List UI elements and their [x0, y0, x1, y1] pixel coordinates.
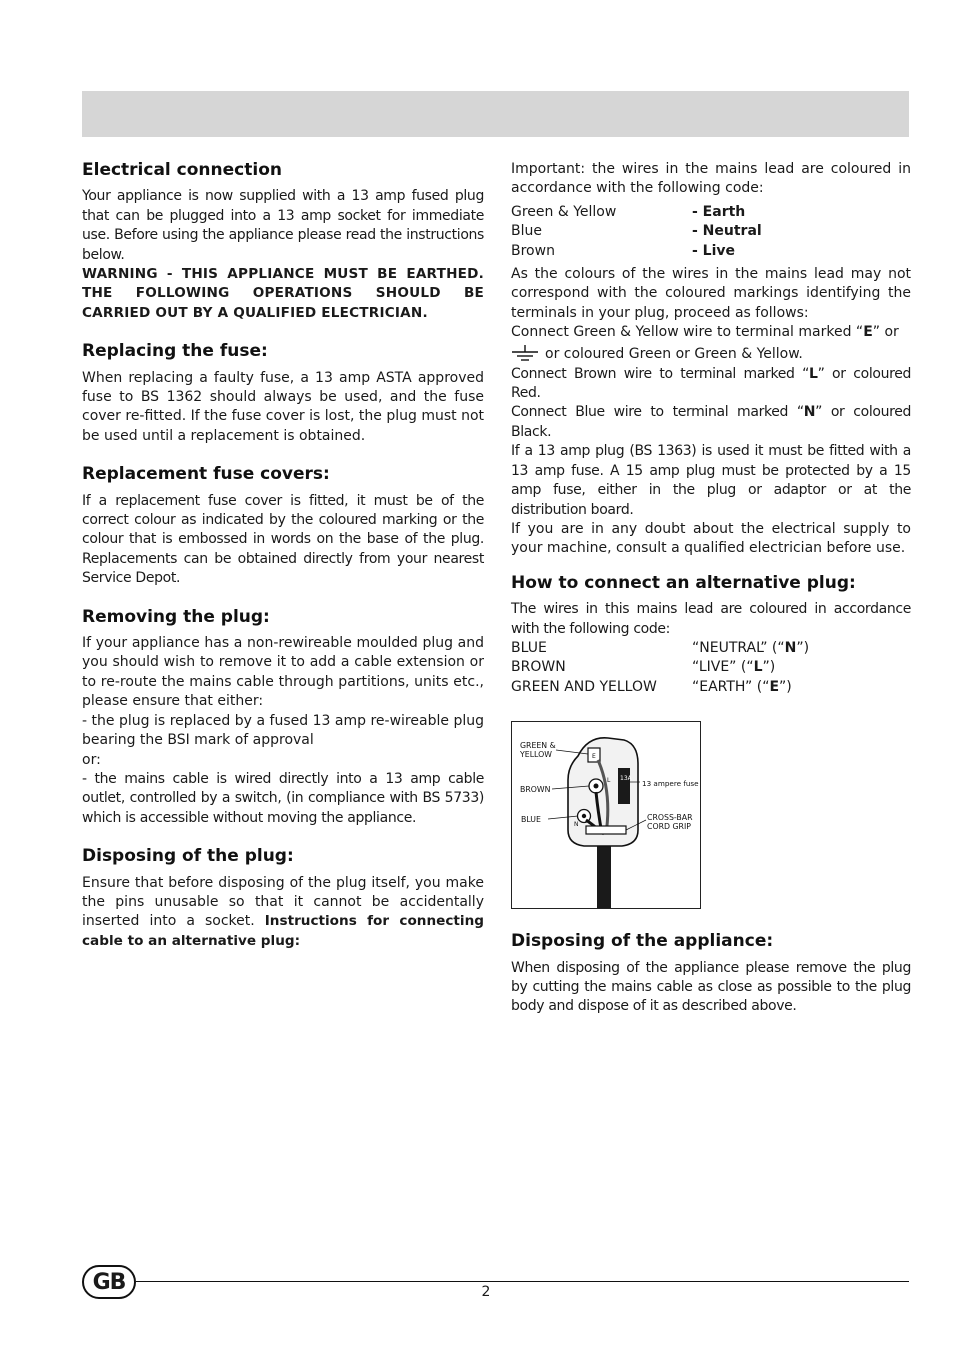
disposing-appliance-body: When disposing of the appliance please remove the plug by cutting the mains cable as close as possible to the plug body and dispose of it as described above. — [511, 959, 911, 1015]
wire-colour: Green & Yellow — [511, 203, 617, 220]
section-alternative-plug — [511, 573, 911, 697]
term-l-label: L — [607, 777, 611, 785]
wire-meaning: - Live — [692, 242, 736, 259]
earth-symbol-line — [511, 343, 911, 365]
alt-meaning-pre: “LIVE” (“ — [692, 659, 754, 676]
label-blue: BLUE — [521, 815, 541, 825]
removing-plug-body: If your appliance has a non-rewireable moulded plug and you should wish to remove it to add a cable extension or to re-route the mains cable through partitions, units etc., please ensure that either: — [82, 635, 484, 710]
connect-blue-text — [511, 403, 911, 442]
connect-green-pre: Connect Green & Yellow wire to terminal marked “ — [511, 324, 864, 341]
electrical-body: Your appliance is now supplied with a 13 amp fused plug that can be plugged into a 13 amp socket for immediate use. Before using the appliance please read the instructions below. — [82, 188, 484, 263]
removing-plug-or: or: — [82, 751, 101, 768]
connect-brown-text — [511, 365, 911, 404]
alt-meaning-letter: N — [784, 639, 797, 656]
connect-brown-post: ” or coloured Red. — [511, 365, 911, 402]
fuse-text: 13A — [620, 775, 632, 783]
connect-blue-post: ” or coloured Black. — [511, 404, 911, 440]
label-cord-grip: CORD GRIP — [647, 822, 691, 832]
alt-wire-colour: BROWN — [511, 659, 566, 676]
disposing-plug-text: Ensure that before disposing of the plug itself, you make the pins unusable so that it cannot be accidentally inserted into a socket. — [82, 874, 484, 930]
alt-meaning-letter: L — [753, 659, 763, 676]
right-column — [511, 160, 911, 1017]
in-doubt-text: If you are in any doubt about the electrical supply to your machine, consult a qualified electrician before use. — [511, 520, 911, 557]
alt-meaning-pre: “EARTH” (“ — [692, 678, 770, 695]
alt-code-row — [511, 639, 911, 658]
section-replacing-fuse — [82, 341, 484, 446]
as-colours-text: As the colours of the wires in the mains lead may not correspond with the coloured markings identifying the terminals in your plug, proceed as follows: — [511, 266, 911, 321]
alt-meaning-post: ”) — [762, 659, 776, 676]
plug-wiring-diagram — [511, 721, 701, 909]
label-brown: BROWN — [520, 785, 551, 795]
wire-meaning: - Neutral — [692, 223, 762, 240]
alt-wire-colour: BLUE — [511, 639, 547, 656]
heading-disposing-appliance: Disposing of the appliance: — [511, 931, 774, 952]
wire-code-row — [511, 242, 911, 261]
wire-colour: Blue — [511, 223, 542, 240]
wire-colour: Brown — [511, 242, 555, 259]
alt-wire-colour: GREEN AND YELLOW — [511, 678, 657, 695]
heading-fuse-covers: Replacement fuse covers: — [82, 464, 330, 485]
disposing-plug-body — [82, 874, 484, 952]
heading-electrical-connection: Electrical connection — [82, 160, 282, 180]
alt-code-row — [511, 678, 911, 697]
removing-plug-option2: - the mains cable is wired directly into a 13 amp cable outlet, controlled by a switch, (in compliance with BS 5733) which is accessible without moving the appliance. — [82, 770, 484, 826]
fuse-icon — [618, 768, 630, 804]
alt-meaning-post: ”) — [779, 678, 792, 695]
term-n-label: N — [574, 821, 579, 829]
important-note: Important: the wires in the mains lead are coloured in accordance with the following code: — [511, 161, 911, 197]
heading-removing-plug: Removing the plug: — [82, 606, 270, 627]
alt-code-table — [511, 639, 911, 697]
connect-brown-pre: Connect Brown wire to terminal marked “ — [511, 365, 809, 382]
alt-meaning-pre: “NEUTRAL” (“ — [692, 639, 785, 656]
header-bar — [82, 91, 909, 137]
plug-1363-text: If a 13 amp plug (BS 1363) is used it must be fitted with a 13 amp fuse. A 15 amp plug must be protected by a 15 amp fuse, either in the plug or adaptor or at the distribution board. — [511, 443, 911, 518]
terminal-letter-e: E — [863, 324, 873, 341]
removing-plug-option1: - the plug is replaced by a fused 13 amp re-wireable plug bearing the BSI mark of approval — [82, 712, 484, 749]
earth-icon — [511, 345, 539, 363]
section-electrical-connection — [82, 160, 484, 323]
left-column — [82, 160, 484, 969]
alt-wire-meaning — [692, 658, 775, 677]
section-disposing-plug — [82, 846, 484, 951]
connect-green-text — [511, 323, 911, 342]
connect-green-line2: or coloured Green or Green & Yellow. — [545, 345, 803, 362]
fuse-covers-body: If a replacement fuse cover is fitted, it must be of the correct colour as indicated by the coloured marking or the colour that is embossed in words on the base of the plug. Replacements can be obtained directly from your nearest Service Depot. — [82, 492, 484, 587]
term-e-label: E — [592, 753, 596, 761]
section-disposing-appliance — [511, 931, 911, 1017]
label-cross-bar: CROSS-BAR — [647, 813, 693, 823]
section-fuse-covers — [82, 464, 484, 588]
terminal-letter-n: N — [803, 404, 816, 421]
alt-code-row — [511, 658, 911, 677]
disposing-plug-bold-tail: Instructions for connecting cable to an alternative plug: — [82, 913, 484, 949]
terminal-letter-l: L — [809, 365, 818, 382]
alt-meaning-letter: E — [769, 678, 780, 695]
label-fuse: 13 ampere fuse — [642, 779, 699, 789]
earth-warning: WARNING - THIS APPLIANCE MUST BE EARTHED. THE FOLLOWING OPERATIONS SHOULD BE CARRIED OUT BY A QUALIFIED ELECTRICIAN. — [82, 266, 484, 321]
connect-blue-pre: Connect Blue wire to terminal marked “ — [511, 404, 804, 421]
label-yellow: YELLOW — [520, 750, 552, 760]
connect-green-post: ” or — [872, 324, 899, 341]
wire-meaning: - Earth — [692, 203, 746, 220]
heading-replacing-fuse: Replacing the fuse: — [82, 341, 268, 362]
heading-disposing-plug: Disposing of the plug: — [82, 846, 294, 867]
alt-meaning-post: ”) — [796, 639, 810, 656]
replacing-fuse-body: When replacing a faulty fuse, a 13 amp ASTA approved fuse to BS 1362 should always be used, and the fuse cover re-fitted. If the fuse cover is lost, the plug must not be used until a replacement is obtained. — [82, 369, 484, 444]
country-badge: GB — [82, 1265, 136, 1299]
footer-rule — [136, 1281, 909, 1282]
wire-code-row — [511, 222, 911, 241]
section-removing-plug — [82, 607, 484, 828]
cord-grip — [586, 826, 626, 834]
wire-code-row — [511, 203, 911, 222]
label-green: GREEN & — [520, 741, 556, 751]
heading-alternative-plug: How to connect an alternative plug: — [511, 572, 856, 593]
page-number: 2 — [481, 1284, 491, 1300]
wire-code-table — [511, 203, 911, 261]
alt-wire-meaning — [692, 639, 809, 658]
alt-plug-body: The wires in this mains lead are coloured in accordance with the following code: — [511, 601, 911, 637]
alt-wire-meaning — [692, 678, 792, 697]
